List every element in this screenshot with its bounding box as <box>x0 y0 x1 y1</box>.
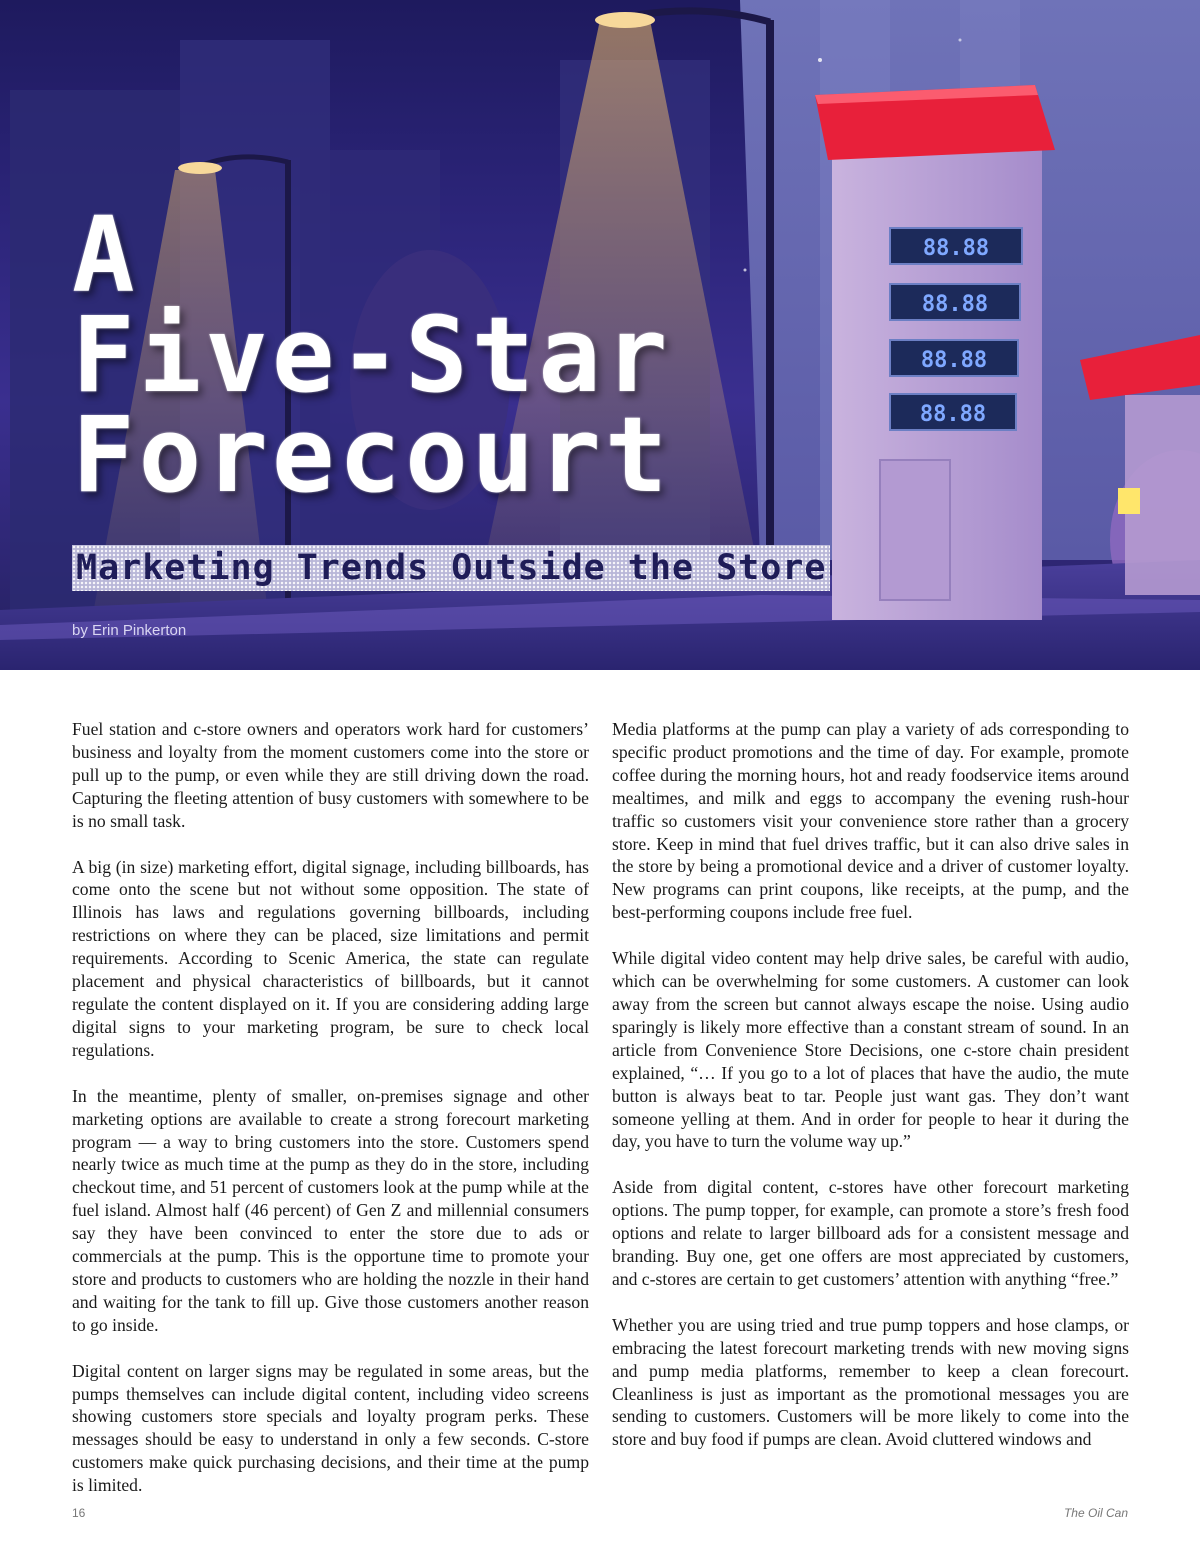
left-column <box>72 718 589 1520</box>
paragraph: Whether you are using tried and true pump toppers and hose clamps, or embracing the latest forecourt marketing trends with new moving signs and pump media platforms, remember to keep a clean forecourt. Cleanliness is just as important as the promotional messages you are sending to customers. Customers will be more likely to come into the store and buy food if pumps are clean. Avoid cluttered windows and <box>612 1314 1129 1450</box>
paragraph: Fuel station and c-store owners and operators work hard for customers’ business and loyalty from the moment customers come into the store or pull up to the pump, or even while they are still driving down the road. Capturing the fleeting attention of busy customers with somewhere to be is no small task. <box>72 719 589 831</box>
hero-banner <box>0 0 1200 670</box>
paragraph: Media platforms at the pump can play a variety of ads corresponding to specific product promotions and the time of day. For example, promote coffee during the morning hours, hot and ready foodservice items around mealtimes, and milk and eggs to accompany the evening rush-hour traffic so customers visit your convenience store rather than a grocery store. Keep in mind that fuel drives traffic, but it can also drive sales in the store by being a promotional device and a driver of customer loyalty. New programs can print coupons, like receipts, at the pump, and the best-performing coupons include free fuel. <box>612 719 1129 923</box>
price-readout-1: 88.88 <box>922 236 990 261</box>
publication-name: The Oil Can <box>1063 1506 1128 1520</box>
title-line-1: A <box>72 194 139 316</box>
title-line-3: Forecourt <box>72 394 672 516</box>
right-column <box>612 718 1129 1474</box>
paragraph: While digital video content may help drive sales, be careful with audio, which can be overwhelming for some customers. A customer can look away from the screen but cannot always escape the noise. Using audio sparingly is likely more effective than a constant stream of sound. In an article from Convenience Store Decisions, one c-store chain president explained, “… If you go to a lot of places that have the audio, the mute button is always beat to tar. People just want gas. They don’t want someone yelling at them. And in order for people to hear it during the day, you have to turn the volume way up.” <box>612 948 1129 1152</box>
paragraph: Aside from digital content, c-stores have other forecourt marketing options. The pump topper, for example, can promote a store’s fresh food options and relate to larger billboard ads for a consistent message and branding. Buy one, get one offers are most appreciated by customers, and c-stores are certain to get customers’ attention with anything “free.” <box>612 1177 1129 1289</box>
price-readout-3: 88.88 <box>920 348 988 373</box>
byline: by Erin Pinkerton <box>72 622 187 639</box>
article-subtitle: Marketing Trends Outside the Store <box>72 545 830 591</box>
paragraph: In the meantime, plenty of smaller, on-premises signage and other marketing options are available to create a strong forecourt marketing program — a way to bring customers into the store. Customers spend nearly twice as much time at the pump as they do in the store, including checkout time, and 51 percent of customers look at the pump while at the fuel island. Almost half (46 percent) of Gen Z and millennial consumers say they have been convinced to enter the store due to ads or commercials at the pump. This is the opportune time to promote your store and products to customers who are holding the nozzle in their hand and waiting for the tank to fill up. Give those customers another reason to go inside. <box>72 1085 589 1335</box>
page-number: 16 <box>72 1506 86 1520</box>
price-readout-2: 88.88 <box>921 292 989 317</box>
article-title <box>72 194 832 516</box>
paragraph: Digital content on larger signs may be regulated in some areas, but the pumps themselves can include digital content, including video screens showing customers store specials and loyalty program perks. These messages should be easy to understand in only a few seconds. C-store customers make quick purchasing decisions, and their time at the pump is limited. <box>72 1360 589 1496</box>
title-line-2: Five-Star <box>72 294 672 416</box>
paragraph: A big (in size) marketing effort, digital signage, including billboards, has come onto the scene but not without some opposition. The state of Illinois has laws and regulations governing billboards, including restrictions on where they can be placed, size limitations and permit requirements. According to Scenic America, the state can regulate placement and physical characteristics of billboards, but it cannot regulate the content displayed on it. If you are considering adding large digital signs to your marketing program, be sure to check local regulations. <box>72 856 589 1060</box>
price-readout-4: 88.88 <box>919 402 987 427</box>
